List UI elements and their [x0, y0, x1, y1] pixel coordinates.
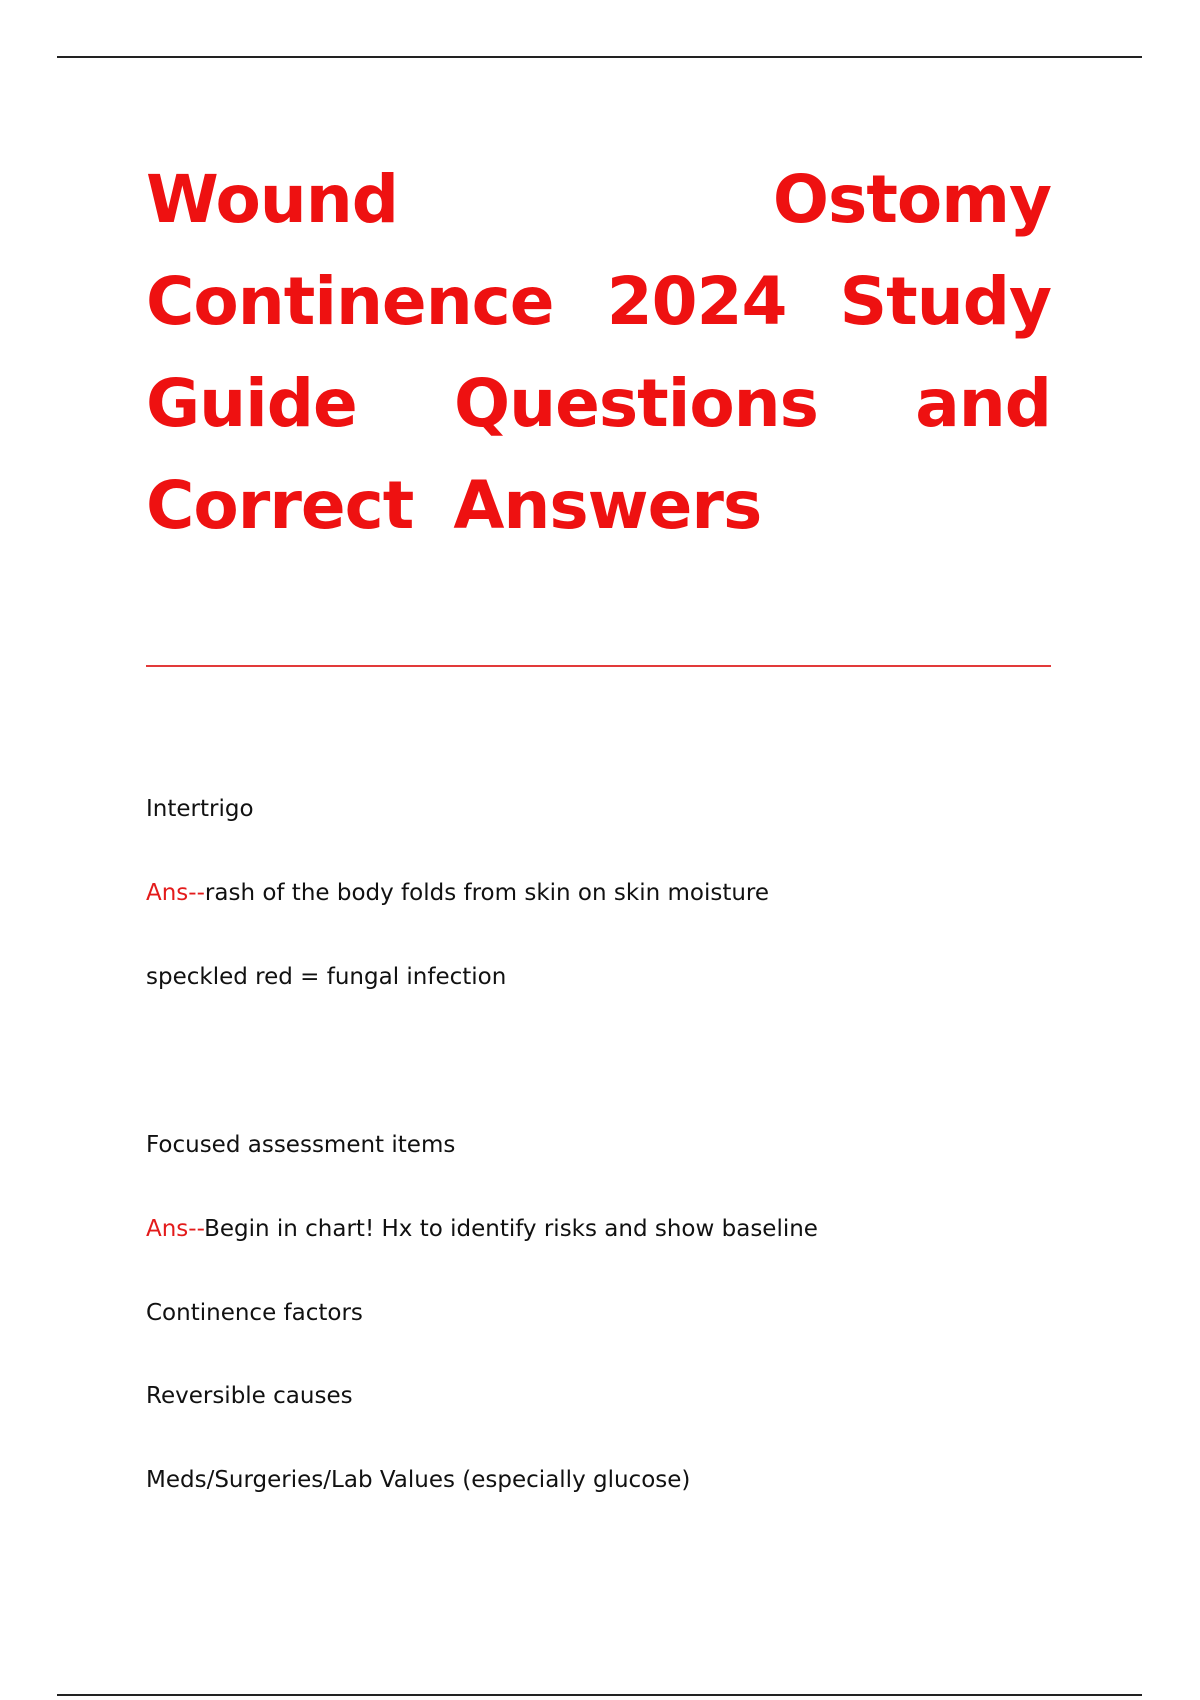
title-line-3: [146, 354, 1051, 454]
page-top-rule: [57, 56, 1142, 58]
title-line-1: [146, 150, 1051, 250]
title-word: Study: [839, 263, 1051, 340]
answer-text: rash of the body folds from skin on skin moisture: [204, 880, 770, 906]
title-line-4: [146, 456, 1051, 556]
title-word: Ostomy: [772, 161, 1051, 238]
answer-text: Begin in chart! Hx to identify risks and show baseline: [204, 1216, 818, 1242]
title-divider: [146, 665, 1051, 667]
title-word: Guide: [146, 365, 357, 442]
page-bottom-rule: [57, 1694, 1142, 1696]
title-word: Answers: [453, 467, 762, 544]
title-word: and: [915, 365, 1051, 442]
title-word: Continence: [146, 263, 554, 340]
question-text: Focused assessment items: [146, 1132, 456, 1158]
title-word: 2024: [606, 263, 787, 340]
title-line-2: [146, 252, 1051, 352]
answer-prefix: Ans--: [146, 880, 205, 906]
answer-detail: Reversible causes: [146, 1383, 353, 1409]
answer-prefix: Ans--: [146, 1216, 205, 1242]
answer-detail: Meds/Surgeries/Lab Values (especially glucose): [146, 1467, 691, 1493]
question-text: Intertrigo: [146, 796, 254, 822]
title-word: Questions: [454, 365, 818, 442]
answer-detail: Continence factors: [146, 1300, 363, 1326]
answer-detail: speckled red = fungal infection: [146, 964, 507, 990]
answer-line: [146, 1214, 818, 1244]
answer-line: [146, 878, 769, 908]
title-word: Wound: [146, 161, 399, 238]
title-word: Correct: [146, 467, 414, 544]
